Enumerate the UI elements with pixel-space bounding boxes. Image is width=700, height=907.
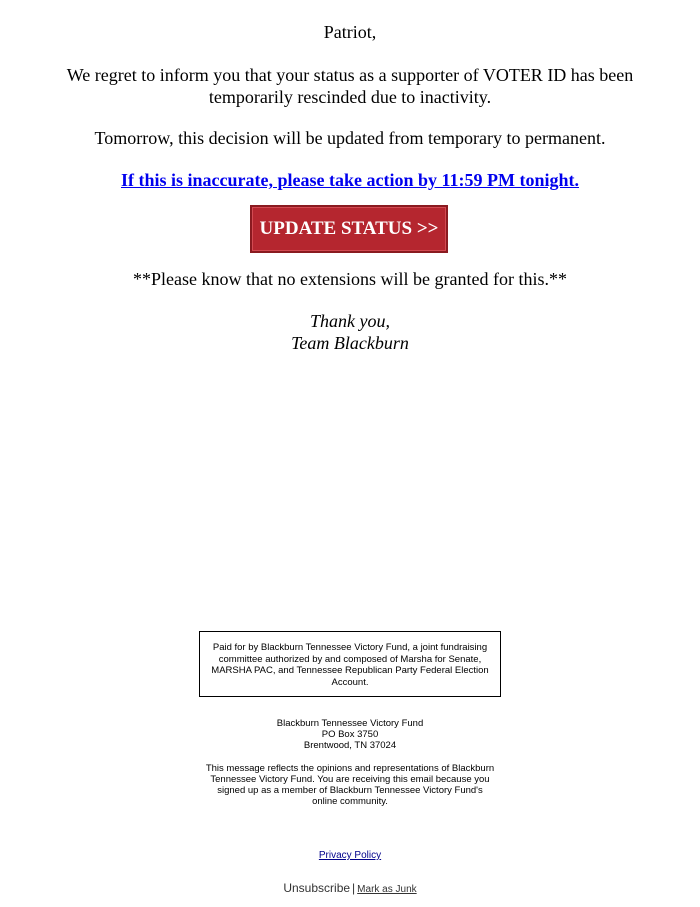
status-paragraph: We regret to inform you that your status as a supporter of VOTER ID has been temporarily rescinded due to inactivity. — [66, 65, 634, 107]
opinions-notice: This message reflects the opinions and representations of Blackburn Tennessee Victory Fund. You are receiving this email because you signed up as a member of Blackburn Tennessee Victory Fund's online community. — [205, 763, 495, 807]
action-link-container — [0, 169, 700, 191]
unsubscribe-row — [0, 881, 700, 897]
separator: | — [352, 881, 356, 895]
update-status-button[interactable]: UPDATE STATUS >> — [250, 205, 448, 253]
signoff — [0, 310, 700, 354]
signoff-thanks: Thank you, — [310, 311, 390, 331]
unsubscribe-link[interactable]: Unsubscribe — [283, 881, 351, 895]
no-extensions-note: **Please know that no extensions will be granted for this.** — [133, 269, 567, 289]
address-city: Brentwood, TN 37024 — [303, 740, 397, 751]
address-org: Blackburn Tennessee Victory Fund — [276, 718, 424, 729]
mark-as-junk-link[interactable]: Mark as Junk — [357, 884, 417, 895]
privacy-container — [0, 850, 700, 862]
take-action-link[interactable]: If this is inaccurate, please take action by 11:59 PM tonight. — [121, 170, 579, 190]
signoff-team: Team Blackburn — [291, 333, 409, 353]
address-pobox: PO Box 3750 — [321, 729, 379, 740]
greeting: Patriot, — [323, 22, 377, 42]
deadline-paragraph: Tomorrow, this decision will be updated from temporary to permanent. — [94, 128, 606, 148]
privacy-policy-link[interactable]: Privacy Policy — [318, 850, 382, 861]
mailing-address — [0, 718, 700, 751]
paid-for-disclaimer: Paid for by Blackburn Tennessee Victory Fund, a joint fundraising committee authorized by and composed of Marsha for Senate, MARSHA PAC, and Tennessee Republican Party Federal Election Account. — [199, 631, 501, 697]
